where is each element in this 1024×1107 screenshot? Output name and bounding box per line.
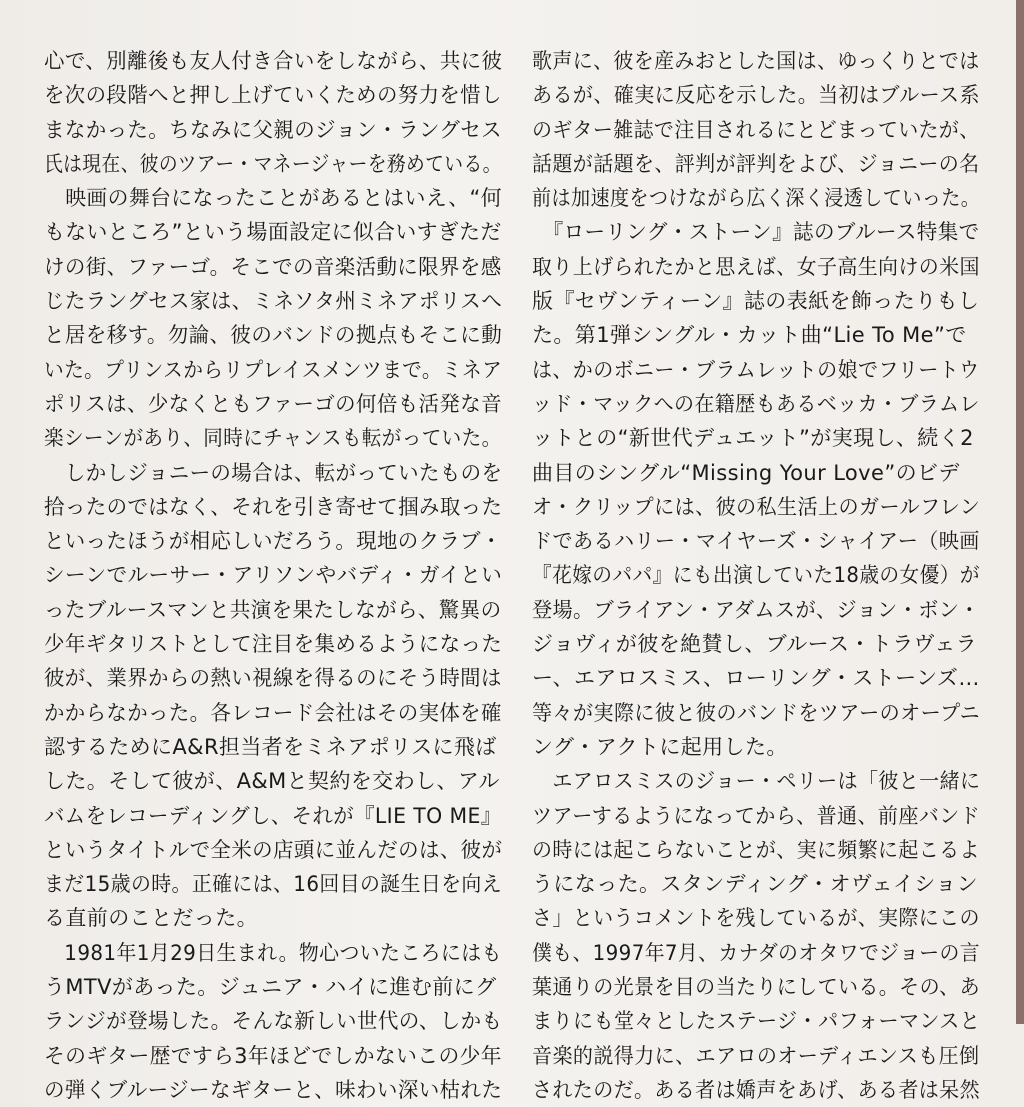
text-line: 登場。ブライアン・アダムスが、ジョン・ボン・ [532,597,980,622]
text-line: 版『セヴンティーン』誌の表紙を飾ったりもし [532,289,980,314]
text-line: 1981年1月29日生まれ。物心ついたころにはも [44,940,502,965]
text-line: いた。プリンスからリプレイスメンツまで。ミネア [44,357,503,382]
text-line: といったほうが相応しいだろう。現地のクラブ・ [44,529,502,554]
text-line: ったブルースマンと共演を果たしながら、驚異の [44,597,502,622]
text-line: 『ローリング・ストーン』誌のブルース特集で [532,220,980,245]
text-line: 『花嫁のパパ』にも出演していた18歳の女優）が [532,563,980,588]
text-line: まなかった。ちなみに父親のジョン・ラングセス [44,117,502,142]
text-line: 音楽的説得力に、エアロのオーディエンスも圧倒 [532,1043,980,1068]
text-line: と居を移す。勿論、彼のバンドの拠点もそこに動 [44,323,503,348]
text-line: 拾ったのではなく、それを引き寄せて掴み取った [44,494,503,519]
text-line: 話題が話題を、評判が評判をよび、ジョニーの名 [532,151,980,176]
text-line: うになった。スタンディング・オヴェイション [532,872,979,897]
text-line: あるが、確実に反応を示した。当初はブルース系 [532,83,980,108]
text-line: 前は加速度をつけながら広く深く浸透していった。 [532,186,981,211]
text-line: シーンでルーサー・アリソンやバディ・ガイとい [44,563,503,588]
text-line: さ」というコメントを残しているが、実際にこの [532,906,980,931]
text-line: 葉通りの光景を目の当たりにしている。その、あ [532,975,980,1000]
text-line: 曲目のシングル“Missing Your Love”のビデ [532,460,960,485]
text-line: オ・クリップには、彼の私生活上のガールフレン [532,494,981,519]
text-line: そのギター歴ですら3年ほどでしかないこの少年 [44,1043,502,1068]
text-line: されたのだ。ある者は嬌声をあげ、ある者は呆然 [532,1077,980,1102]
text-line: エアロスミスのジョー・ペリーは「彼と一緒に [532,769,981,794]
text-line: まだ15歳の時。正確には、16回目の誕生日を向え [44,872,503,897]
text-line: 等々が実際に彼と彼のバンドをツアーのオープニ [532,700,981,725]
text-line: 少年ギタリストとして注目を集めるようになった [44,632,503,657]
text-line: は、かのボニー・ブラムレットの娘でフリートウ [532,357,980,382]
text-line: 彼が、業界からの熱い視線を得るのにそう時間は [44,666,502,691]
text-line: 認するためにA&R担当者をミネアポリスに飛ば [44,734,497,759]
text-line: を次の段階へと押し上げていくための努力を惜し [44,83,502,108]
text-line: じたラングセス家は、ミネソタ州ミネアポリスへ [44,289,503,314]
text-line: 氏は現在、彼のツアー・マネージャーを務めている。 [44,151,502,176]
text-line: した。そして彼が、A&Mと契約を交わし、アル [44,769,500,794]
text-line: けの街、ファーゴ。そこでの音楽活動に限界を感 [44,254,502,279]
text-line: ジョヴィが彼を絶賛し、ブルース・トラヴェラ [532,632,977,657]
text-line: しかしジョニーの場合は、転がっていたものを [44,460,503,485]
text-line: というタイトルで全米の店頭に並んだのは、彼が [44,837,503,862]
text-line: 心で、別離後も友人付き合いをしながら、共に彼 [44,49,503,73]
text-line: ング・アクトに起用した。 [532,734,788,759]
text-line: た。第1弾シングル・カット曲“Lie To Me”で [532,323,967,348]
text-line: ポリスは、少なくともファーゴの何倍も活発な音 [44,391,502,416]
text-line: ランジが登場した。そんな新しい世代の、しかも [44,1009,503,1034]
text-line: ットとの“新世代デュエット”が実現し、続く2 [532,426,974,451]
text-line: もないところ”という場面設定に似合いすぎただ [44,220,502,245]
right-text-column [532,44,980,1107]
text-line: の弾くブルージーなギターと、味わい深い枯れた [44,1077,503,1102]
left-text-column [44,44,502,1107]
text-line: ツアーするようになってから、普通、前座バンド [532,803,981,828]
text-line: る直前のことだった。 [44,906,258,931]
text-line: 映画の舞台になったことがあるとはいえ、“何 [44,186,502,211]
text-line: ー、エアロスミス、ローリング・ストーンズ… [532,666,980,691]
text-line: ドであるハリー・マイヤーズ・シャイアー（映画 [532,529,980,554]
text-line: 取り上げられたかと思えば、女子高生向けの米国 [532,254,980,279]
text-line: のギター雑誌で注目されるにとどまっていたが、 [532,117,980,142]
text-line: バムをレコーディングし、それが『LIE TO ME』 [44,803,502,828]
text-line: の時には起こらないことが、実に頻繁に起こるよ [532,837,980,862]
text-line: ッド・マックへの在籍歴もあるベッカ・ブラムレ [532,391,980,416]
text-line: うMTVがあった。ジュニア・ハイに進む前にグ [44,975,497,1000]
text-line: まりにも堂々としたステージ・パフォーマンスと [532,1009,981,1034]
text-line: 歌声に、彼を産みおとした国は、ゆっくりとでは [532,49,980,73]
text-line: かからなかった。各レコード会社はその実体を確 [44,700,502,725]
text-line: 僕も、1997年7月、カナダのオタワでジョーの言 [532,940,980,965]
page-edge [1016,0,1024,1024]
text-line: 楽シーンがあり、同時にチャンスも転がっていた。 [44,426,502,451]
